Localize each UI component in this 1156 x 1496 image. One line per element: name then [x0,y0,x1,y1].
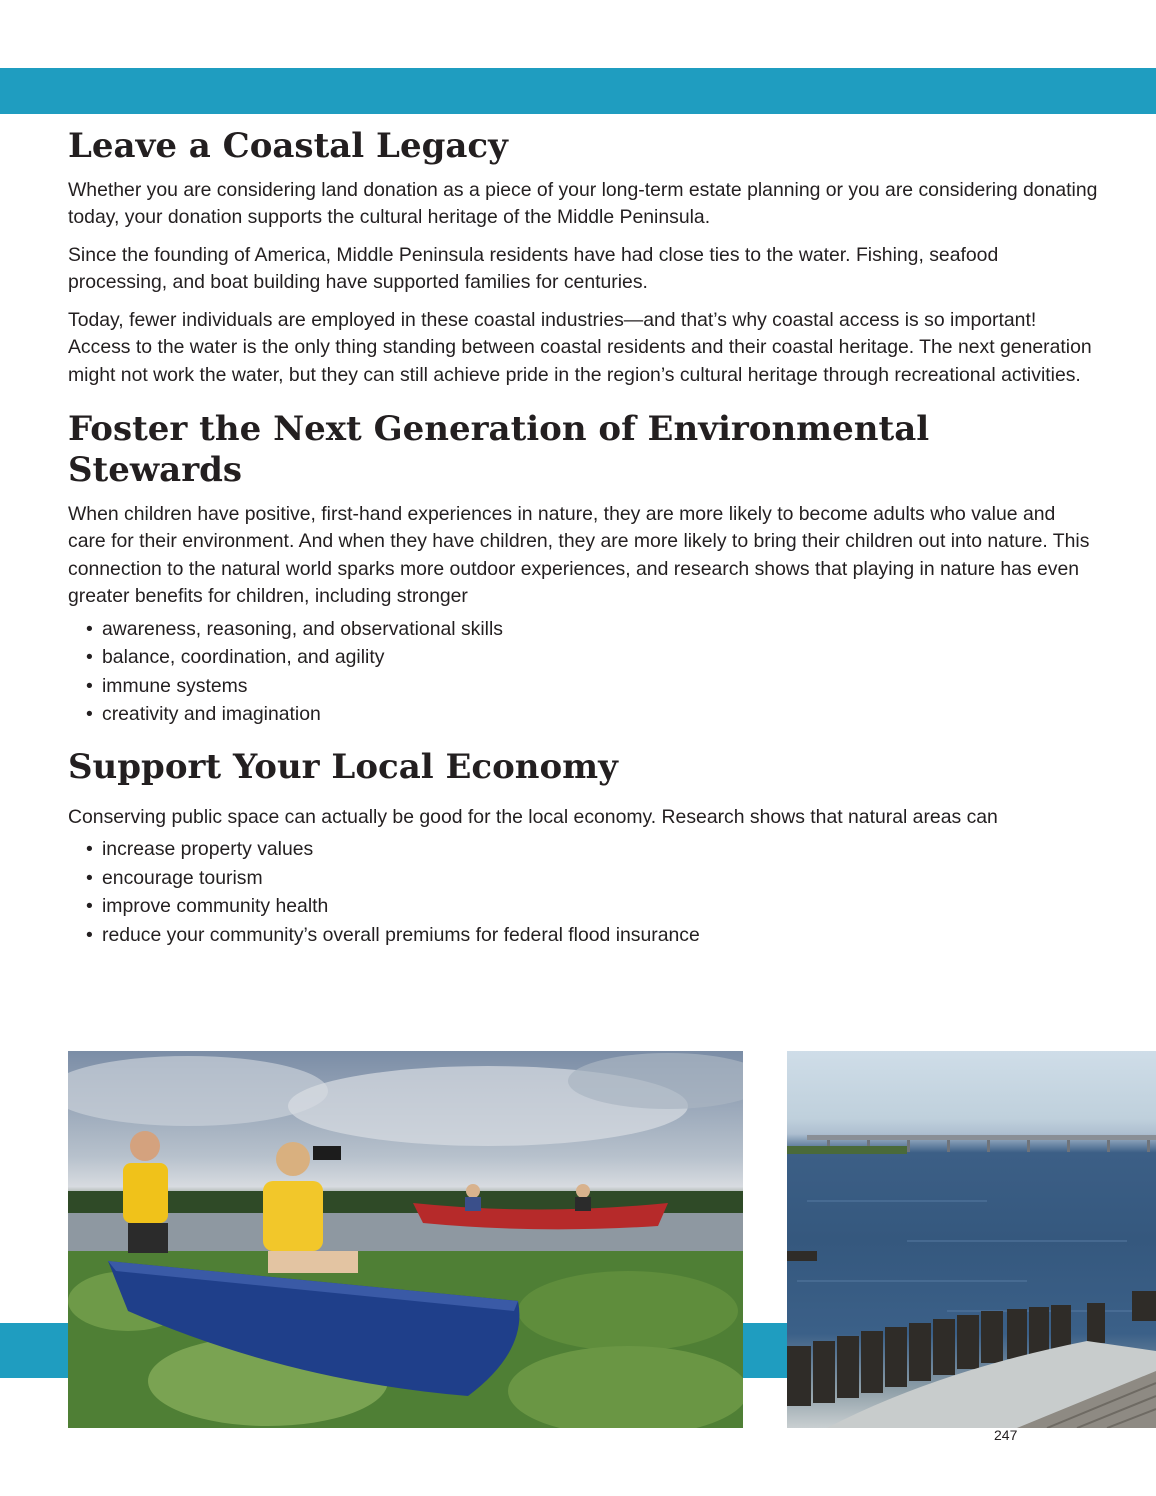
section-heading: Support Your Local Economy [68,746,618,787]
bullet-glyph: • [86,674,93,697]
page-content [68,126,1098,949]
list-item: • improve community health [86,892,1098,921]
paragraph: Since the founding of America, Middle Peninsula residents have had close ties to the water. Fishing, seafood processing, and boat building have supported families for centuries. [68,243,999,294]
canoe-photo [68,1051,743,1428]
canoe-photo-illustration [68,1051,743,1428]
section-environmental-stewards [68,409,1098,729]
bullet-glyph: • [86,703,93,726]
economy-list [68,835,1098,949]
bullet-glyph: • [86,923,93,946]
list-item: • immune systems [86,672,1098,701]
waterfront-photo [787,1051,1156,1428]
list-item: • encourage tourism [86,864,1098,893]
bullet-glyph: • [86,866,93,889]
page-number: 247 [994,1427,1018,1443]
paragraph: When children have positive, first-hand experiences in nature, they are more likely to become adults who value and care for their environment. And when they have children, they are more likely to bring their children out into nature. This connection to the natural world sparks more outdoor experiences, and research shows that playing in nature has even greater benefits for children, including stronger [68,502,1090,608]
list-item: • creativity and imagination [86,700,1098,729]
list-item: • balance, coordination, and agility [86,643,1098,672]
list-item: • reduce your community’s overall premiums for federal flood insurance [86,921,1098,950]
paragraph: Today, fewer individuals are employed in these coastal industries—and that’s why coastal access is so important! Access to the water is the only thing standing between coastal residents and their coastal heritage. The next generation might not work the water, but they can still achieve pride in the region’s cultural heritage through recreational activities. [68,308,1092,386]
section-coastal-legacy [68,126,1098,389]
top-accent-band [0,68,1156,114]
bullet-glyph: • [86,617,93,640]
section-heading: Foster the Next Generation of Environmental Stewards [68,409,930,491]
bullet-glyph: • [86,838,93,861]
waterfront-photo-illustration [787,1051,1156,1428]
bullet-glyph: • [86,646,93,669]
list-item: • awareness, reasoning, and observational skills [86,615,1098,644]
paragraph: Whether you are considering land donation as a piece of your long-term estate planning or you are considering donating today, your donation supports the cultural heritage of the Middle Peninsula. [68,178,1098,229]
bullet-glyph: • [86,895,93,918]
benefits-list [68,615,1098,729]
section-heading: Leave a Coastal Legacy [68,126,508,166]
paragraph: Conserving public space can actually be good for the local economy. Research shows that natural areas can [68,805,998,828]
section-local-economy [68,747,1098,949]
list-item: • increase property values [86,835,1098,864]
